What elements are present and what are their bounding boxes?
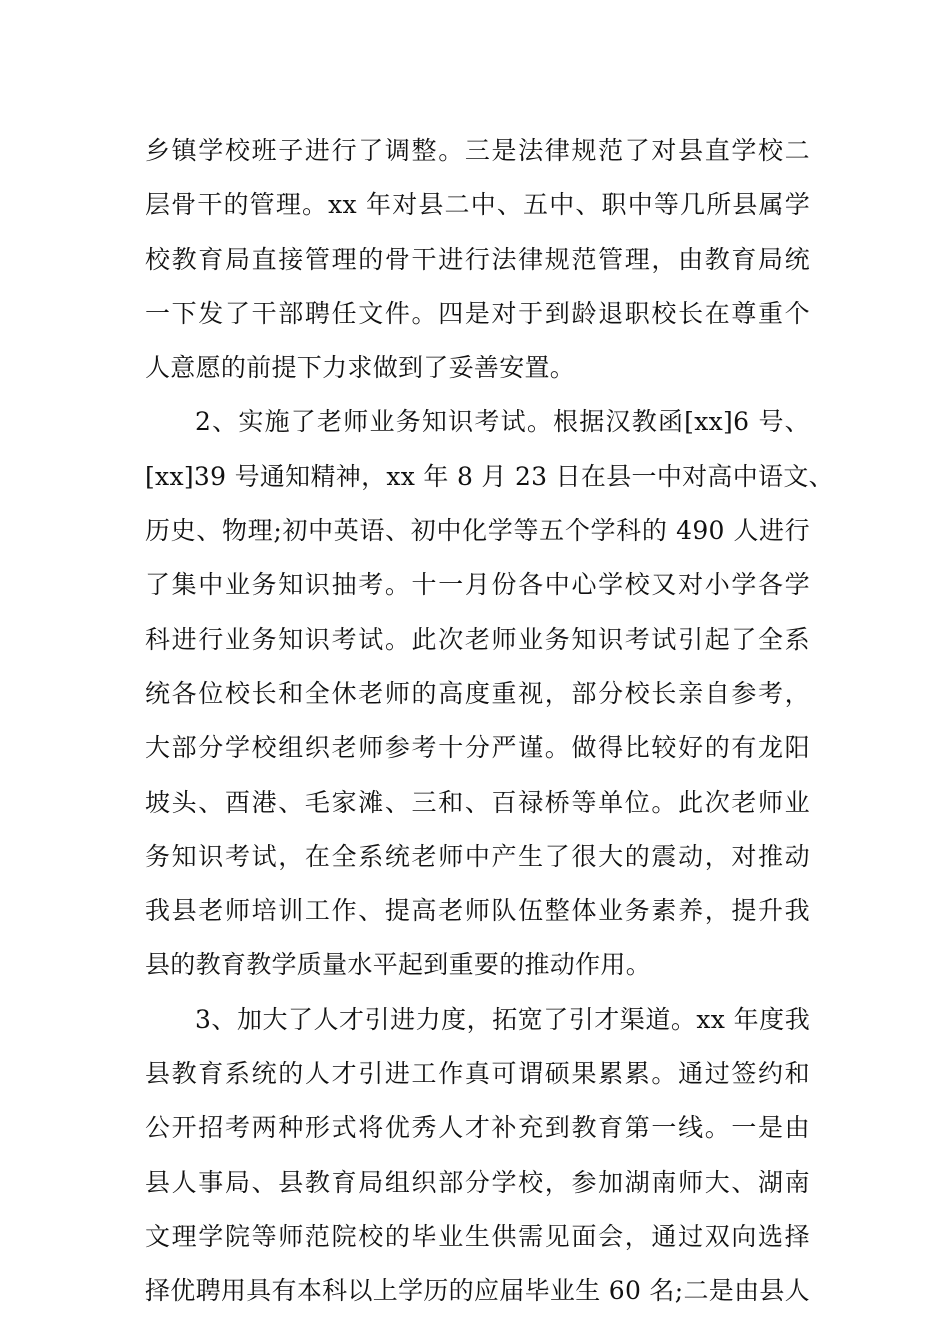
text-line: 县教育系统的人才引进工作真可谓硕果累累。通过签约和 — [145, 1059, 810, 1089]
text-line: 坡头、酉港、毛家滩、三和、百禄桥等单位。此次老师业 — [145, 787, 810, 817]
text-line: 文理学院等师范院校的毕业生供需见面会，通过双向选择 — [145, 1221, 810, 1251]
paragraph-2 — [145, 395, 834, 992]
text-line: 择优聘用具有本科以上学历的应届毕业生 60 名;二是由县人 — [145, 1276, 810, 1306]
text-line: 历史、物理;初中英语、初中化学等五个学科的 490 人进行 — [145, 516, 810, 546]
text-line: 了集中业务知识抽考。十一月份各中心学校又对小学各学 — [145, 570, 810, 600]
text-line: 2、实施了老师业务知识考试。根据汉教函[xx]6 号、 — [195, 407, 810, 437]
text-line: 公开招考两种形式将优秀人才补充到教育第一线。一是由 — [145, 1113, 810, 1143]
body-text — [145, 124, 834, 1319]
text-line: 科进行业务知识考试。此次老师业务知识考试引起了全系 — [145, 624, 810, 654]
text-line: 校教育局直接管理的骨干进行法律规范管理，由教育局统 — [145, 244, 810, 274]
text-line: 一下发了干部聘任文件。四是对于到龄退职校长在尊重个 — [145, 298, 810, 328]
text-line: [xx]39 号通知精神，xx 年 8 月 23 日在县一中对高中语文、 — [145, 461, 834, 491]
text-line: 大部分学校组织老师参考十分严谨。做得比较好的有龙阳 — [145, 733, 810, 763]
text-line: 我县老师培训工作、提高老师队伍整体业务素养，提升我 — [145, 896, 810, 926]
text-line: 层骨干的管理。xx 年对县二中、五中、职中等几所县属学 — [145, 190, 810, 220]
text-line: 3、加大了人才引进力度，拓宽了引才渠道。xx 年度我 — [195, 1004, 810, 1034]
text-line: 人意愿的前提下力求做到了妥善安置。 — [145, 353, 576, 383]
paragraph-1 — [145, 124, 810, 395]
paragraph-3 — [145, 993, 810, 1319]
text-line: 统各位校长和全休老师的高度重视，部分校长亲自参考， — [145, 678, 810, 708]
text-line: 县人事局、县教育局组织部分学校，参加湖南师大、湖南 — [145, 1167, 810, 1197]
text-line: 乡镇学校班子进行了调整。三是法律规范了对县直学校二 — [145, 136, 810, 165]
text-line: 县的教育教学质量水平起到重要的推动作用。 — [145, 950, 652, 980]
text-line: 务知识考试，在全系统老师中产生了很大的震动，对推动 — [145, 841, 810, 871]
